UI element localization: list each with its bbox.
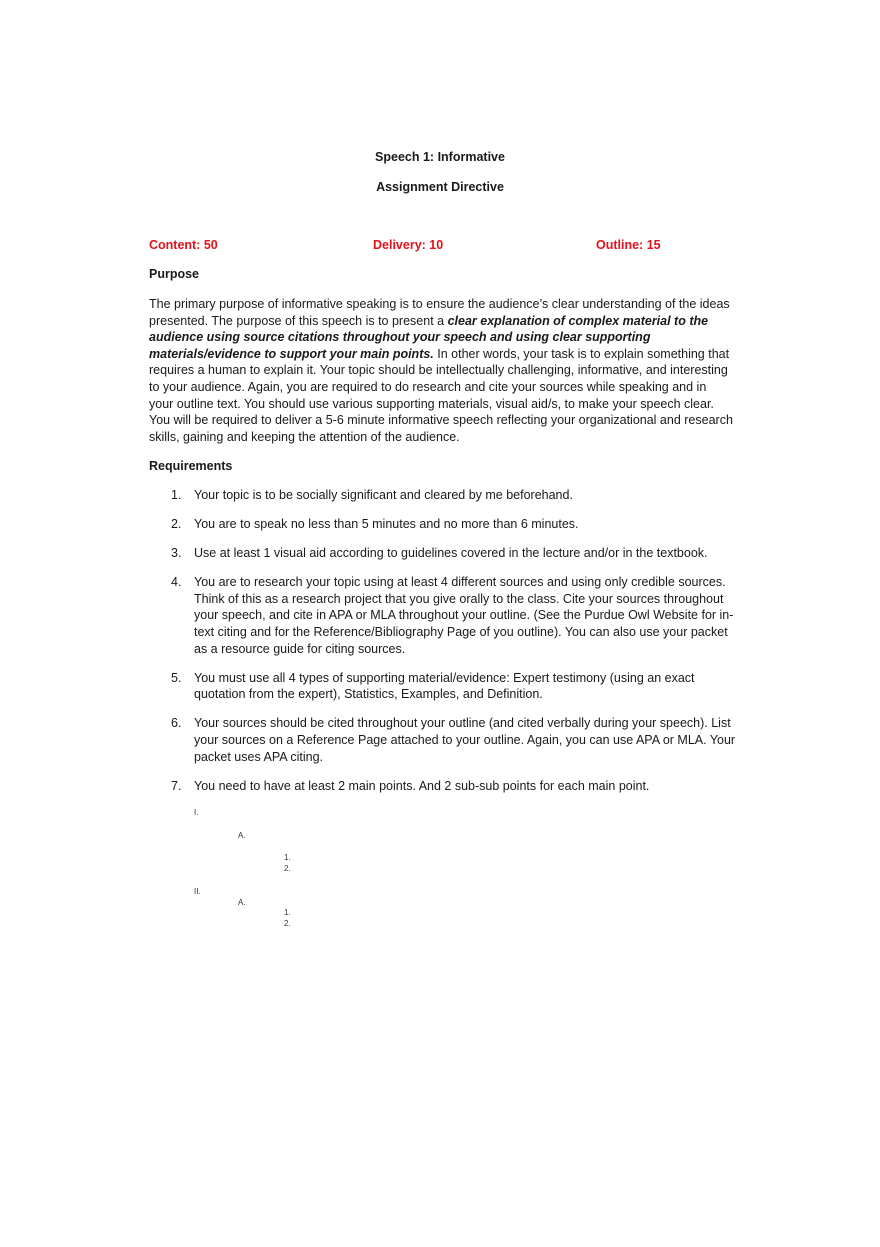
purpose-heading: Purpose bbox=[149, 267, 200, 281]
document-subtitle: Assignment Directive bbox=[376, 180, 504, 194]
requirement-text: You need to have at least 2 main points. And 2 sub-sub points for each main point. bbox=[194, 778, 650, 793]
outline-main-point-1: I. bbox=[194, 808, 199, 817]
outline-sub-point-2a: A. bbox=[238, 898, 246, 907]
outline-sub-point-1a: A. bbox=[238, 831, 246, 840]
requirement-text: You must use all 4 types of supporting material/evidence: Expert testimony (using an exact quotation from the expert), Statistics, Examples, and Definition. bbox=[194, 670, 695, 702]
requirements-list bbox=[149, 487, 739, 807]
purpose-text-before: The primary purpose of informative speaking is to ensure the audience’s clear understanding of the ideas presented. The purpose of this speech is to present a bbox=[149, 297, 730, 328]
outline-main-point-2: II. bbox=[194, 887, 201, 896]
requirement-number: 5. bbox=[171, 670, 182, 685]
requirement-number: 1. bbox=[171, 488, 182, 502]
requirement-number: 3. bbox=[171, 546, 182, 561]
requirement-item-3 bbox=[149, 545, 739, 562]
requirement-text: You are to research your topic using at least 4 different sources and using only credible sources. Think of this as a research project that you give orally to the class. Cite your sources throughout your speech, and cite in APA or MLA throughout your outline. (See the Purdue Owl Website for in-text citing and for the Reference/Bibliography Page of you outline). You can also use your packet as a resource guide for citing sources. bbox=[194, 575, 734, 656]
requirement-item-5 bbox=[149, 670, 739, 703]
requirement-number: 2. bbox=[171, 517, 182, 532]
requirement-number: 7. bbox=[171, 778, 182, 793]
document-title: Speech 1: Informative bbox=[375, 150, 505, 164]
requirement-item-6 bbox=[149, 715, 739, 765]
requirement-item-2 bbox=[149, 516, 739, 533]
requirement-text: You are to speak no less than 5 minutes and no more than 6 minutes. bbox=[194, 517, 579, 532]
purpose-text-after: In other words, your task is to explain something that requires a human to explain it. Your topic should be intellectually challenging, informative, and interesting to your audience. Again, you are required to do research and cite your sources while speaking and in your outline text. You should use various supporting materials, visual aid/s, to make your speech clear. You will be required to deliver a 5-6 minute informative speech reflecting your organizational and research skills, gaining and keeping the attention of the audience. bbox=[149, 346, 733, 444]
requirement-number: 4. bbox=[171, 575, 182, 590]
score-outline: Outline: 15 bbox=[596, 238, 661, 252]
requirement-item-7 bbox=[149, 778, 739, 795]
purpose-paragraph bbox=[149, 296, 734, 445]
requirements-heading: Requirements bbox=[149, 459, 233, 473]
requirement-number: 6. bbox=[171, 716, 182, 731]
requirement-item-4 bbox=[149, 574, 739, 657]
requirement-text: Your topic is to be socially significant and cleared by me beforehand. bbox=[194, 488, 573, 502]
outline-subsub-point-1a2: 2. bbox=[284, 864, 291, 873]
purpose-emphasis: clear explanation of complex material to the audience using source citations throughout your speech and using clear supporting materials/evidence to support your main points. bbox=[149, 313, 709, 361]
requirement-text: Your sources should be cited throughout your outline (and cited verbally during your speech). List your sources on a Reference Page attached to your outline. Again, you can use APA or MLA. Your packet uses APA citing. bbox=[194, 716, 736, 764]
score-content: Content: 50 bbox=[149, 238, 218, 252]
outline-subsub-point-2a2: 2. bbox=[284, 919, 291, 928]
requirement-text: Use at least 1 visual aid according to guidelines covered in the lecture and/or in the textbook. bbox=[194, 546, 708, 561]
score-delivery: Delivery: 10 bbox=[373, 238, 444, 252]
requirement-item-1 bbox=[149, 487, 739, 504]
outline-subsub-point-1a1: 1. bbox=[284, 853, 291, 862]
outline-subsub-point-2a1: 1. bbox=[284, 908, 291, 917]
